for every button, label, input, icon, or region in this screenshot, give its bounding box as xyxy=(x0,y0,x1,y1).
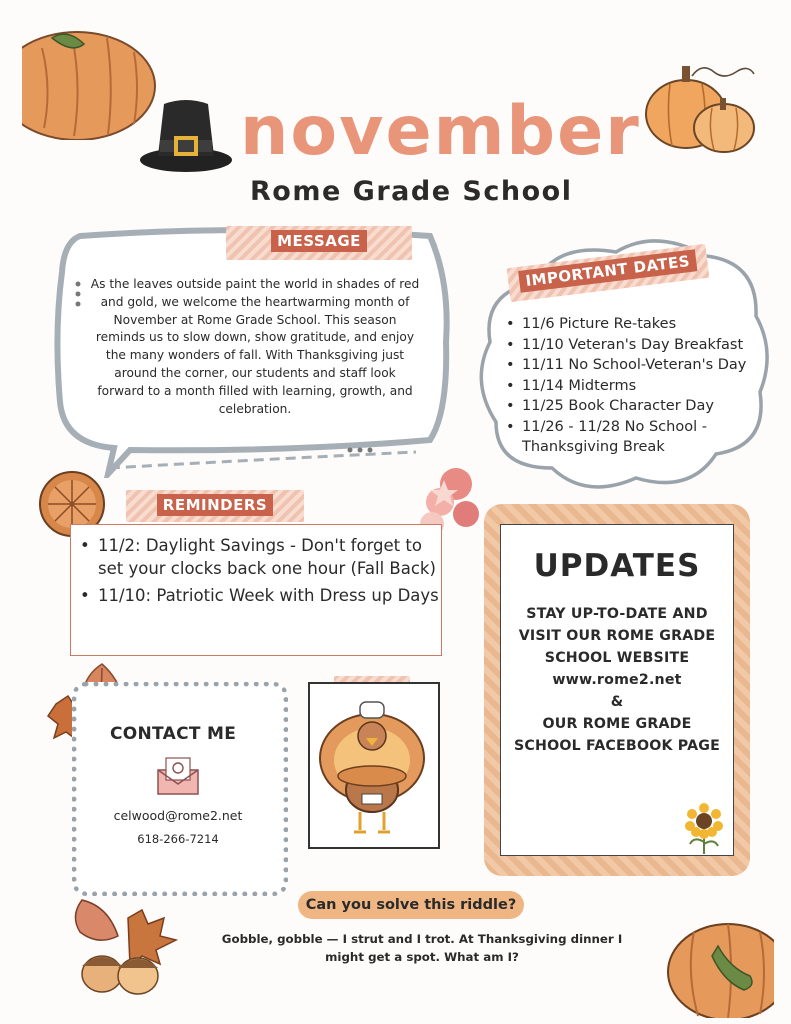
pumpkin-top-left-illustration xyxy=(22,28,157,140)
list-item: • 11/6 Picture Re-takes xyxy=(500,314,760,335)
updates-line-2: OUR ROME GRADE SCHOOL FACEBOOK PAGE xyxy=(513,716,721,754)
pumpkins-top-right-illustration xyxy=(640,62,760,154)
pumpkin-bottom-right-illustration xyxy=(664,906,774,1018)
contact-phone: 618-266-7214 xyxy=(137,832,219,846)
email-envelope-icon xyxy=(156,756,200,796)
reminders-label: REMINDERS xyxy=(157,494,273,516)
list-item: • 11/26 - 11/28 No School - Thanksgiving Break xyxy=(500,417,760,458)
updates-title: UPDATES xyxy=(533,548,701,584)
important-dates-label: IMPORTANT DATES xyxy=(518,249,697,292)
reminders-list xyxy=(80,534,440,611)
contact-email-link[interactable]: celwood@rome2.net xyxy=(113,808,243,823)
reminders-tag xyxy=(126,490,304,522)
riddle-heading: Can you solve this riddle? xyxy=(298,891,524,919)
school-name: Rome Grade School xyxy=(250,176,573,207)
acorns-leaves-illustration xyxy=(68,896,186,998)
list-item: • 11/11 No School-Veteran's Day xyxy=(500,355,760,376)
contact-title: CONTACT ME xyxy=(110,724,237,744)
turkey-chef-illustration xyxy=(316,694,428,840)
riddle-text: Gobble, gobble — I strut and I trot. At Thanksgiving dinner I might get a spot. What am I? xyxy=(221,932,623,964)
message-tag xyxy=(226,226,412,260)
list-item: • 11/14 Midterms xyxy=(500,376,760,397)
list-item: • 11/25 Book Character Day xyxy=(500,396,760,417)
list-item: • 11/2: Daylight Savings - Don't forget to set your clocks back one hour (Fall Back) xyxy=(80,534,440,580)
list-item: • 11/10: Patriotic Week with Dress up Days xyxy=(80,584,440,607)
updates-body xyxy=(510,603,724,757)
message-text: As the leaves outside paint the world in shades of red and gold, we welcome the heartwarming month of November at Rome Grade School. This season reminds us to slow down, show gratitude, and enjoy the many wonders of fall. With Thanksgiving just around the corner, our students and staff look forward to a month filled with learning, growth, and celebration. xyxy=(90,277,420,416)
list-item: • 11/10 Veteran's Day Breakfast xyxy=(500,335,760,356)
page-title: november xyxy=(240,92,641,171)
updates-ampersand: & xyxy=(610,694,624,710)
important-dates-list xyxy=(500,314,760,458)
sunflower-icon xyxy=(684,802,724,854)
updates-website-link[interactable]: www.rome2.net xyxy=(552,672,682,688)
updates-line-1: STAY UP-TO-DATE AND VISIT OUR ROME GRADE SCHOOL WEBSITE xyxy=(518,606,716,666)
pilgrim-hat-icon xyxy=(138,96,234,176)
message-label: MESSAGE xyxy=(271,230,367,252)
